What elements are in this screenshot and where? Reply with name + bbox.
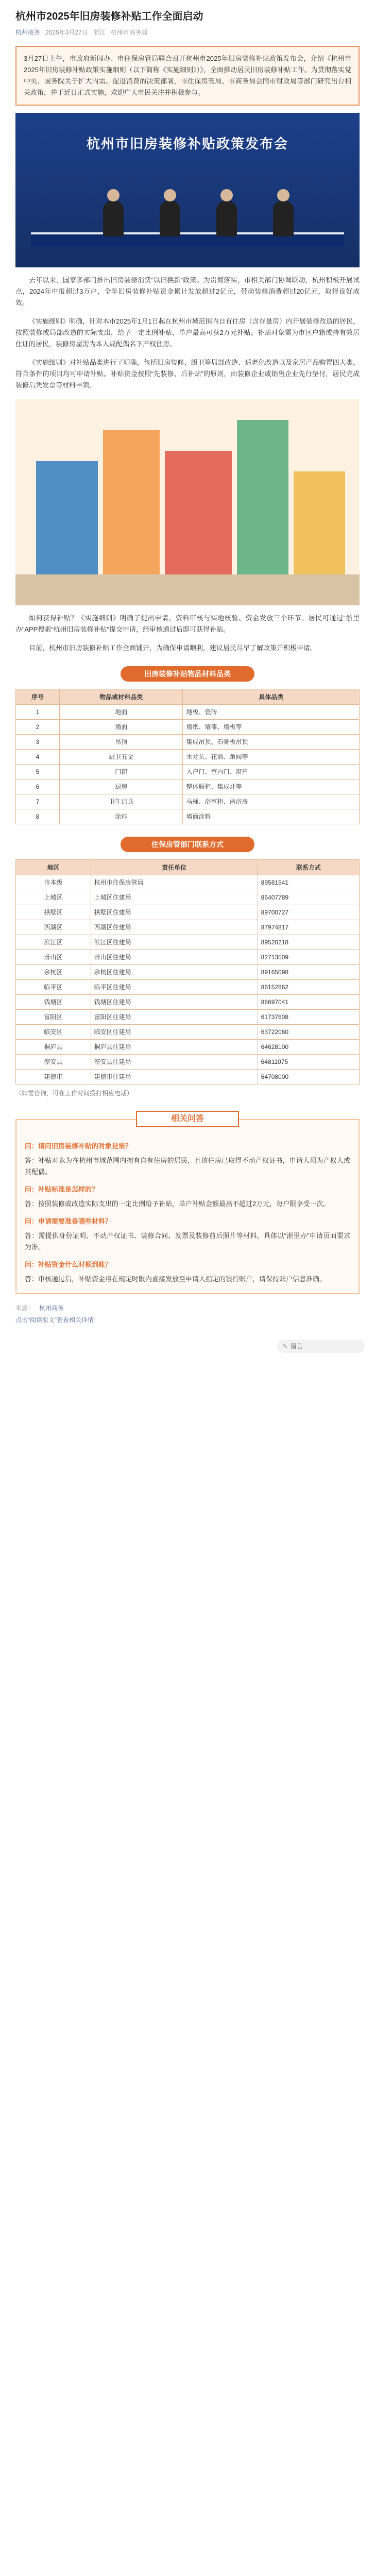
housing-illustration [15,399,360,605]
building-shape [103,430,160,574]
location-label: 浙江 [93,29,106,36]
table-header: 责任单位 [91,860,258,875]
article-footer [15,1303,360,1329]
table-header: 序号 [16,689,60,705]
podium-table [31,232,344,247]
account-link[interactable]: 杭州商务 [15,29,41,36]
body-paragraph: 《实施细则》明确，针对本市2025年1月1日起在杭州市域范围内自有住房（含存量房）内开展装修改造的居民，按照装修或局部改造的实际支出，给予一定比例补贴，单户最高可获2万元补贴。补贴对象需为市区户籍或持有效居住证的居民，装修房屋需为本人或配偶名下产权住房。 [15,317,360,348]
source-label: 杭州市商务局 [110,29,148,36]
table-header: 联系方式 [258,860,359,875]
press-conference-photo [15,113,360,267]
table-row: 桐庐县 桐庐县住建局 64628100 [16,1040,360,1055]
building-shape [165,451,232,574]
ground-shape [15,574,360,605]
table-row: 3 吊顶 集成吊顶、石膏板吊顶 [16,735,360,750]
table-header: 具体品类 [183,689,360,705]
materials-table [15,689,360,824]
article-title: 杭州市2025年旧房装修补贴工作全面启动 [15,11,203,22]
table-row: 淳安县 淳安县住建局 64811075 [16,1055,360,1070]
building-shape [237,420,288,574]
table-row: 拱墅区 拱墅区住建局 89700727 [16,905,360,920]
table-row: 8 涂料 墙面涂料 [16,809,360,824]
table-header: 地区 [16,860,91,875]
read-more-link[interactable]: 点击“阅读原文”查看相关详情 [15,1316,94,1324]
table-row: 5 门窗 入户门、室内门、窗户 [16,765,360,779]
building-shape [36,461,98,574]
contacts-table [15,859,360,1084]
footer-source[interactable]: 杭州商务 [39,1304,64,1312]
conference-banner: 杭州市旧房装修补贴政策发布会 [86,136,288,151]
qa-question: 问：补贴标准是怎样的？ [25,1185,99,1193]
table-row: 钱塘区 钱塘区住建局 86697041 [16,995,360,1010]
table-header: 物品或材料品类 [60,689,183,705]
speaker-figure [273,200,294,236]
qa-box [15,1119,360,1294]
body-paragraph: 如何获得补贴？《实施细则》明确了提出申请、资料审核与实地核验、资金发放三个环节。居民可通过“浙里办”APP搜索“杭州旧房装修补贴”提交申请，经审核通过后即可获得补贴。 [15,614,360,633]
qa-answer: 答：按照装修或改造实际支出的一定比例给予补贴，单户补贴金额最高不超过2万元，每户限享受一次。 [25,1200,330,1208]
table-row: 萧山区 萧山区住建局 82713509 [16,950,360,965]
table-row: 7 卫生洁具 马桶、浴室柜、淋浴房 [16,794,360,809]
table-row: 富阳区 富阳区住建局 61737608 [16,1010,360,1025]
body-paragraph: 目前，杭州市旧房装修补贴工作全面铺开，为确保申请顺利，建议居民尽早了解政策并积极申请。 [29,644,317,652]
publish-date: 2025年3月27日 [45,29,88,36]
qa-question: 问：补贴资金什么时候到账？ [25,1261,112,1268]
body-paragraph: 去年以来，国家多部门推出旧房装修消费“以旧换新”政策。为贯彻落实，市相关部门协调联动，杭州积极开展试点，2024年申报超过3万户，全年旧房装修补贴资金累计发放超过2亿元，带动装修消费超过20亿元，取得良好成效。 [15,276,360,307]
table-row: 2 墙面 墙纸、墙漆、墙板等 [16,720,360,735]
building-shape [294,471,345,574]
speaker-figure [103,200,124,236]
table-row: 市本级 杭州市住保房管局 89581541 [16,875,360,890]
table-row: 临安区 临安区住建局 63722060 [16,1025,360,1040]
table-row: 余杭区 余杭区住建局 89165098 [16,965,360,980]
qa-question: 问：申请需要准备哪些材料？ [25,1217,112,1225]
qa-question: 问：请问旧房装修补贴的对象是谁？ [25,1142,132,1150]
section-title-materials: 旧房装修补贴物品材料品类 [121,666,254,682]
body-paragraph: 《实施细则》对补贴品类进行了明确，包括旧房装修、厨卫等局部改造、适老化改造以及家居产品购置四大类，符合条件的项目均可申请补贴。补贴资金按照“先装修、后补贴”的原则，由装修企业或销售企业先行垫付，居民完成装修后凭发票等材料申领。 [15,359,360,389]
table-row: 1 地面 地板、瓷砖 [16,705,360,720]
qa-answer: 答：审核通过后，补贴资金将在规定时限内直接发放至申请人指定的银行账户，请保持账户信息准确。 [25,1275,327,1283]
table-row: 4 厨卫五金 水龙头、花洒、角阀等 [16,750,360,765]
section-title-contacts: 住保房管部门联系方式 [121,837,254,852]
article-meta [15,28,360,37]
table-note: （如需咨询，可在工作时间拨打相应电话） [15,1090,133,1097]
qa-answer: 答：需提供身份证明、不动产权证书、装修合同、发票及装修前后照片等材料，具体以“浙里办”申请页面要求为准。 [25,1232,350,1251]
lead-paragraph: 3月27日上午，市政府新闻办、市住保房管局联合召开杭州市2025年旧房装修补贴政策发布会，介绍《杭州市2025年旧房装修补贴政策实施细则（以下简称《实施细则》）》，全面推动居民旧房装修补贴工作。为贯彻落实党中央、国务院关于扩大内需、促进消费的决策部署，市住保房管局、市商务局会同市财政局等部门研究出台相关政策，并于近日正式实施，欢迎广大市民关注并积极参与。 [15,46,360,106]
speaker-figure [216,200,237,236]
table-row: 6 厨房 整体橱柜、集成灶等 [16,779,360,794]
qa-section-title: 相关问答 [136,1111,239,1127]
speaker-figure [160,200,180,236]
qa-answer: 答：补贴对象为在杭州市域范围内拥有自有住房的居民，且该住房已取得不动产权证书，申请人须为产权人或其配偶。 [25,1157,350,1176]
table-row: 临平区 临平区住建局 86152862 [16,980,360,995]
footer-source-label: 来源： [15,1304,35,1312]
table-row: 上城区 上城区住建局 86407789 [16,890,360,905]
table-row: 滨江区 滨江区住建局 89520218 [16,935,360,950]
comment-button[interactable]: ✎ 留言 [277,1340,365,1353]
table-row: 建德市 建德市住建局 64708000 [16,1070,360,1084]
table-row: 西湖区 西湖区住建局 87974817 [16,920,360,935]
